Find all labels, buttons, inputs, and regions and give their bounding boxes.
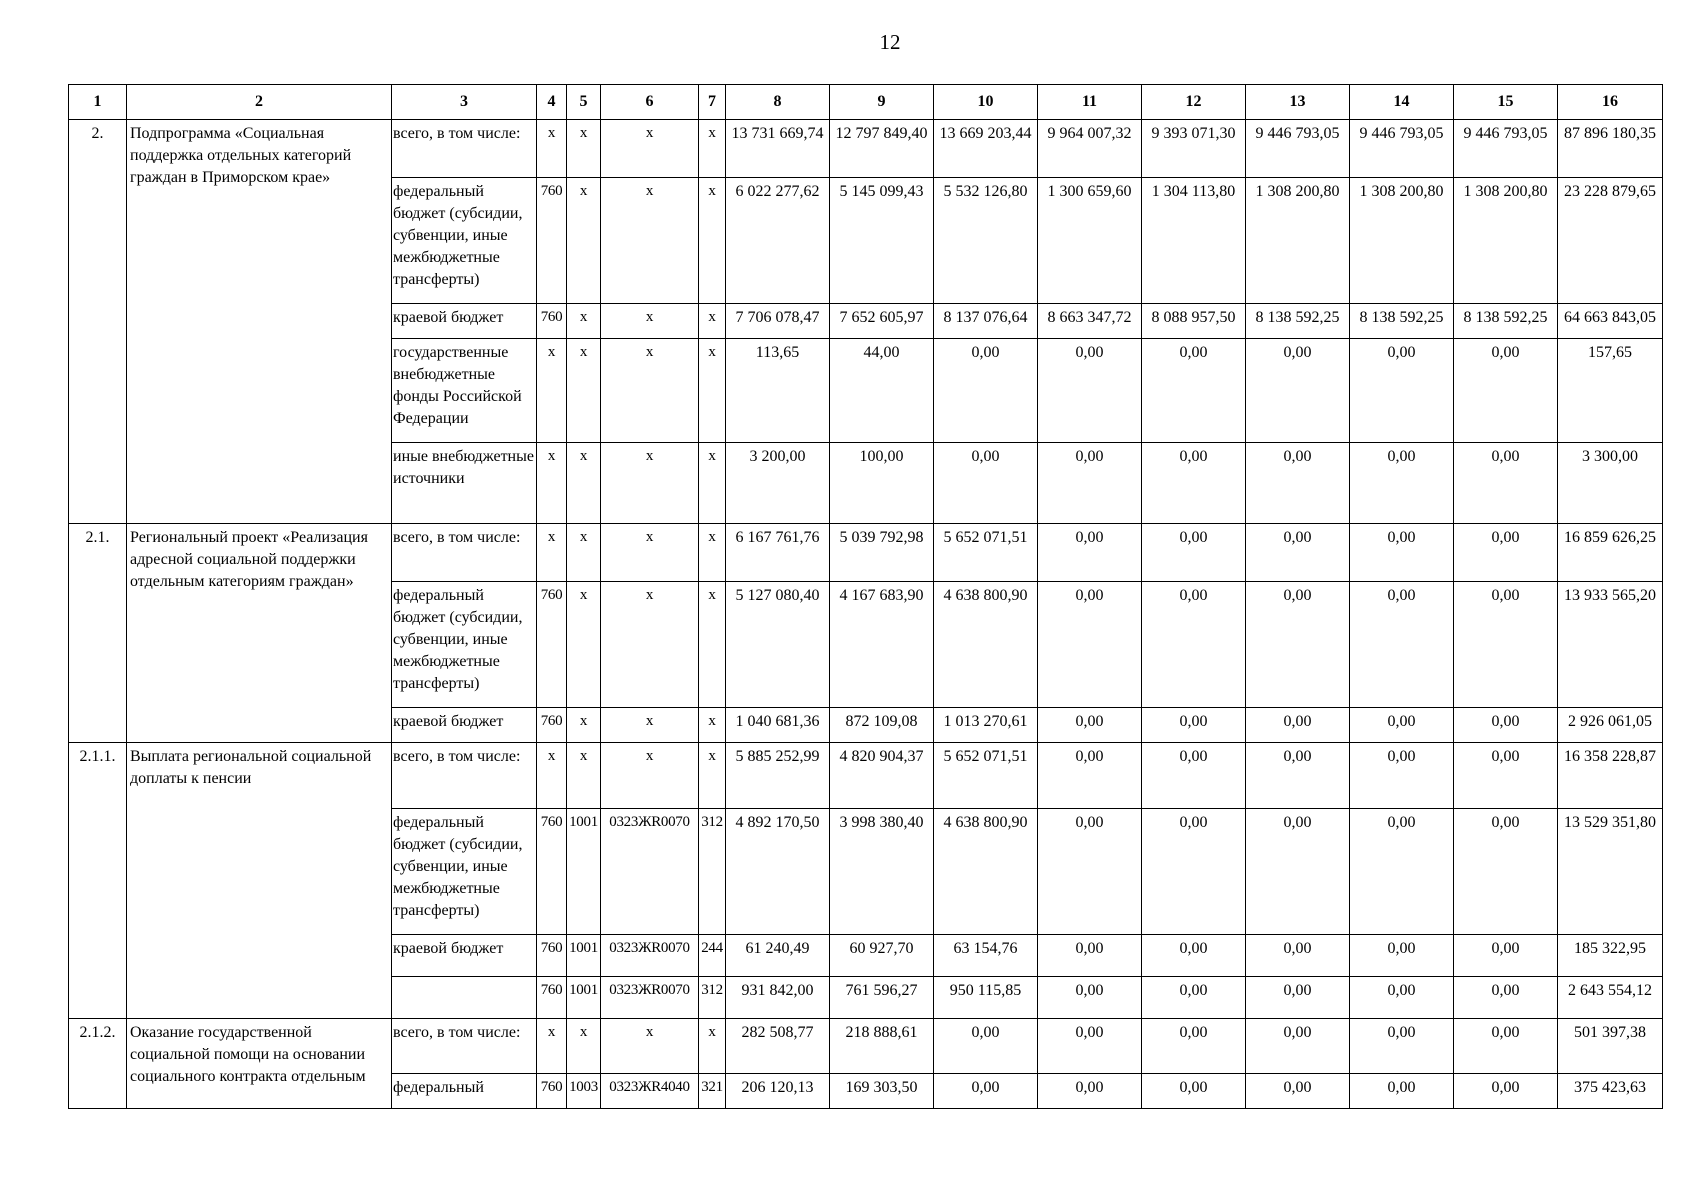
code-expense-type: 312 bbox=[699, 809, 726, 935]
amount-cell: 0,00 bbox=[1038, 743, 1142, 809]
code-grbs: 760 bbox=[537, 708, 567, 743]
funding-source: федеральный bbox=[392, 1074, 537, 1109]
amount-cell: 1 040 681,36 bbox=[726, 708, 830, 743]
code-expense-type: x bbox=[699, 443, 726, 524]
code-target-item: x bbox=[601, 582, 699, 708]
amount-cell: 64 663 843,05 bbox=[1558, 304, 1663, 339]
amount-cell: 1 308 200,80 bbox=[1454, 178, 1558, 304]
amount-cell: 0,00 bbox=[934, 1074, 1038, 1109]
amount-cell: 0,00 bbox=[1454, 582, 1558, 708]
funding-source bbox=[392, 977, 537, 1019]
column-header: 8 bbox=[726, 85, 830, 120]
amount-cell: 0,00 bbox=[1038, 935, 1142, 977]
amount-cell: 87 896 180,35 bbox=[1558, 120, 1663, 178]
column-header: 2 bbox=[127, 85, 392, 120]
amount-cell: 218 888,61 bbox=[830, 1019, 934, 1074]
code-section: 1001 bbox=[567, 809, 601, 935]
amount-cell: 23 228 879,65 bbox=[1558, 178, 1663, 304]
amount-cell: 8 138 592,25 bbox=[1350, 304, 1454, 339]
amount-cell: 0,00 bbox=[1038, 1019, 1142, 1074]
amount-cell: 5 039 792,98 bbox=[830, 524, 934, 582]
amount-cell: 0,00 bbox=[1246, 809, 1350, 935]
amount-cell: 282 508,77 bbox=[726, 1019, 830, 1074]
code-target-item: x bbox=[601, 524, 699, 582]
amount-cell: 5 127 080,40 bbox=[726, 582, 830, 708]
amount-cell: 761 596,27 bbox=[830, 977, 934, 1019]
code-expense-type: 321 bbox=[699, 1074, 726, 1109]
code-grbs: x bbox=[537, 339, 567, 443]
column-header: 4 bbox=[537, 85, 567, 120]
table-header-row bbox=[69, 85, 1663, 120]
amount-cell: 8 138 592,25 bbox=[1246, 304, 1350, 339]
amount-cell: 0,00 bbox=[1454, 1074, 1558, 1109]
amount-cell: 1 308 200,80 bbox=[1246, 178, 1350, 304]
amount-cell: 4 638 800,90 bbox=[934, 809, 1038, 935]
funding-source: краевой бюджет bbox=[392, 708, 537, 743]
amount-cell: 1 308 200,80 bbox=[1350, 178, 1454, 304]
item-name: Региональный проект «Реализация адресной социальной поддержки отдельным категориям граждан» bbox=[127, 524, 392, 743]
amount-cell: 44,00 bbox=[830, 339, 934, 443]
code-section: x bbox=[567, 178, 601, 304]
amount-cell: 206 120,13 bbox=[726, 1074, 830, 1109]
column-header: 11 bbox=[1038, 85, 1142, 120]
funding-source: всего, в том числе: bbox=[392, 1019, 537, 1074]
amount-cell: 0,00 bbox=[1038, 708, 1142, 743]
code-expense-type: x bbox=[699, 339, 726, 443]
amount-cell: 8 088 957,50 bbox=[1142, 304, 1246, 339]
code-section: 1001 bbox=[567, 935, 601, 977]
amount-cell: 0,00 bbox=[1454, 708, 1558, 743]
code-grbs: x bbox=[537, 1019, 567, 1074]
amount-cell: 9 393 071,30 bbox=[1142, 120, 1246, 178]
amount-cell: 6 022 277,62 bbox=[726, 178, 830, 304]
code-grbs: 760 bbox=[537, 304, 567, 339]
code-expense-type: 312 bbox=[699, 977, 726, 1019]
amount-cell: 8 137 076,64 bbox=[934, 304, 1038, 339]
amount-cell: 60 927,70 bbox=[830, 935, 934, 977]
amount-cell: 157,65 bbox=[1558, 339, 1663, 443]
page-number: 12 bbox=[879, 30, 901, 54]
amount-cell: 0,00 bbox=[1246, 1019, 1350, 1074]
column-header: 14 bbox=[1350, 85, 1454, 120]
code-expense-type: x bbox=[699, 120, 726, 178]
code-target-item: 0323ЖR0070 bbox=[601, 977, 699, 1019]
column-header: 10 bbox=[934, 85, 1038, 120]
column-header: 1 bbox=[69, 85, 127, 120]
amount-cell: 8 138 592,25 bbox=[1454, 304, 1558, 339]
amount-cell: 0,00 bbox=[1038, 339, 1142, 443]
code-section: x bbox=[567, 1019, 601, 1074]
column-header: 12 bbox=[1142, 85, 1246, 120]
amount-cell: 169 303,50 bbox=[830, 1074, 934, 1109]
amount-cell: 2 643 554,12 bbox=[1558, 977, 1663, 1019]
code-section: x bbox=[567, 120, 601, 178]
amount-cell: 0,00 bbox=[1246, 708, 1350, 743]
code-target-item: x bbox=[601, 443, 699, 524]
amount-cell: 0,00 bbox=[1038, 443, 1142, 524]
amount-cell: 0,00 bbox=[1454, 809, 1558, 935]
amount-cell: 4 638 800,90 bbox=[934, 582, 1038, 708]
amount-cell: 0,00 bbox=[1246, 1074, 1350, 1109]
code-target-item: x bbox=[601, 304, 699, 339]
column-header: 3 bbox=[392, 85, 537, 120]
amount-cell: 931 842,00 bbox=[726, 977, 830, 1019]
amount-cell: 0,00 bbox=[1038, 1074, 1142, 1109]
amount-cell: 0,00 bbox=[934, 339, 1038, 443]
amount-cell: 1 300 659,60 bbox=[1038, 178, 1142, 304]
table-body bbox=[69, 120, 1663, 1109]
item-name: Оказание государственной социальной помощи на основании социального контракта отдельным bbox=[127, 1019, 392, 1109]
amount-cell: 4 167 683,90 bbox=[830, 582, 934, 708]
amount-cell: 0,00 bbox=[934, 1019, 1038, 1074]
amount-cell: 7 652 605,97 bbox=[830, 304, 934, 339]
amount-cell: 3 200,00 bbox=[726, 443, 830, 524]
column-header: 16 bbox=[1558, 85, 1663, 120]
amount-cell: 16 358 228,87 bbox=[1558, 743, 1663, 809]
amount-cell: 0,00 bbox=[1142, 1019, 1246, 1074]
amount-cell: 61 240,49 bbox=[726, 935, 830, 977]
amount-cell: 0,00 bbox=[1038, 582, 1142, 708]
amount-cell: 0,00 bbox=[1350, 743, 1454, 809]
table-row bbox=[69, 1019, 1663, 1074]
amount-cell: 0,00 bbox=[1038, 524, 1142, 582]
amount-cell: 5 885 252,99 bbox=[726, 743, 830, 809]
amount-cell: 0,00 bbox=[1038, 977, 1142, 1019]
amount-cell: 12 797 849,40 bbox=[830, 120, 934, 178]
amount-cell: 0,00 bbox=[1142, 524, 1246, 582]
amount-cell: 13 933 565,20 bbox=[1558, 582, 1663, 708]
funding-source: федеральный бюджет (субсидии, субвенции, иные межбюджетные трансферты) bbox=[392, 178, 537, 304]
amount-cell: 3 998 380,40 bbox=[830, 809, 934, 935]
amount-cell: 0,00 bbox=[1246, 977, 1350, 1019]
code-grbs: 760 bbox=[537, 809, 567, 935]
amount-cell: 0,00 bbox=[1246, 443, 1350, 524]
amount-cell: 185 322,95 bbox=[1558, 935, 1663, 977]
code-target-item: x bbox=[601, 1019, 699, 1074]
amount-cell: 0,00 bbox=[1454, 743, 1558, 809]
amount-cell: 5 532 126,80 bbox=[934, 178, 1038, 304]
table-row bbox=[69, 743, 1663, 809]
amount-cell: 0,00 bbox=[1350, 582, 1454, 708]
column-header: 13 bbox=[1246, 85, 1350, 120]
code-expense-type: x bbox=[699, 1019, 726, 1074]
column-header: 7 bbox=[699, 85, 726, 120]
amount-cell: 4 820 904,37 bbox=[830, 743, 934, 809]
column-header: 9 bbox=[830, 85, 934, 120]
amount-cell: 0,00 bbox=[1142, 708, 1246, 743]
funding-source: федеральный бюджет (субсидии, субвенции, иные межбюджетные трансферты) bbox=[392, 582, 537, 708]
code-expense-type: x bbox=[699, 582, 726, 708]
funding-source: краевой бюджет bbox=[392, 304, 537, 339]
amount-cell: 872 109,08 bbox=[830, 708, 934, 743]
amount-cell: 0,00 bbox=[1350, 339, 1454, 443]
code-grbs: 760 bbox=[537, 977, 567, 1019]
table-row bbox=[69, 524, 1663, 582]
code-expense-type: x bbox=[699, 743, 726, 809]
amount-cell: 0,00 bbox=[1142, 582, 1246, 708]
code-section: x bbox=[567, 582, 601, 708]
code-grbs: x bbox=[537, 120, 567, 178]
code-section: x bbox=[567, 524, 601, 582]
funding-source: краевой бюджет bbox=[392, 935, 537, 977]
amount-cell: 16 859 626,25 bbox=[1558, 524, 1663, 582]
amount-cell: 0,00 bbox=[1142, 809, 1246, 935]
amount-cell: 63 154,76 bbox=[934, 935, 1038, 977]
code-target-item: 0323ЖR0070 bbox=[601, 935, 699, 977]
code-expense-type: x bbox=[699, 708, 726, 743]
amount-cell: 13 529 351,80 bbox=[1558, 809, 1663, 935]
amount-cell: 6 167 761,76 bbox=[726, 524, 830, 582]
code-target-item: x bbox=[601, 339, 699, 443]
amount-cell: 501 397,38 bbox=[1558, 1019, 1663, 1074]
code-section: x bbox=[567, 304, 601, 339]
amount-cell: 0,00 bbox=[1246, 339, 1350, 443]
table-row bbox=[69, 120, 1663, 178]
amount-cell: 7 706 078,47 bbox=[726, 304, 830, 339]
funding-source: всего, в том числе: bbox=[392, 743, 537, 809]
code-target-item: x bbox=[601, 120, 699, 178]
item-name: Выплата региональной социальной доплаты к пенсии bbox=[127, 743, 392, 1019]
funding-source: всего, в том числе: bbox=[392, 120, 537, 178]
item-number: 2.1.1. bbox=[69, 743, 127, 1019]
amount-cell: 1 013 270,61 bbox=[934, 708, 1038, 743]
amount-cell: 0,00 bbox=[1142, 339, 1246, 443]
code-expense-type: x bbox=[699, 524, 726, 582]
amount-cell: 0,00 bbox=[1350, 524, 1454, 582]
code-target-item: x bbox=[601, 743, 699, 809]
code-expense-type: x bbox=[699, 178, 726, 304]
code-grbs: 760 bbox=[537, 1074, 567, 1109]
funding-source: всего, в том числе: bbox=[392, 524, 537, 582]
amount-cell: 0,00 bbox=[1246, 524, 1350, 582]
item-number: 2. bbox=[69, 120, 127, 524]
code-grbs: 760 bbox=[537, 935, 567, 977]
amount-cell: 0,00 bbox=[1142, 1074, 1246, 1109]
amount-cell: 9 446 793,05 bbox=[1454, 120, 1558, 178]
code-expense-type: x bbox=[699, 304, 726, 339]
amount-cell: 375 423,63 bbox=[1558, 1074, 1663, 1109]
amount-cell: 13 669 203,44 bbox=[934, 120, 1038, 178]
code-grbs: 760 bbox=[537, 178, 567, 304]
amount-cell: 5 652 071,51 bbox=[934, 743, 1038, 809]
code-expense-type: 244 bbox=[699, 935, 726, 977]
amount-cell: 0,00 bbox=[1454, 524, 1558, 582]
amount-cell: 0,00 bbox=[1246, 743, 1350, 809]
amount-cell: 0,00 bbox=[1038, 809, 1142, 935]
amount-cell: 8 663 347,72 bbox=[1038, 304, 1142, 339]
column-header: 15 bbox=[1454, 85, 1558, 120]
code-grbs: x bbox=[537, 524, 567, 582]
amount-cell: 2 926 061,05 bbox=[1558, 708, 1663, 743]
amount-cell: 0,00 bbox=[1454, 443, 1558, 524]
amount-cell: 3 300,00 bbox=[1558, 443, 1663, 524]
code-target-item: x bbox=[601, 708, 699, 743]
amount-cell: 0,00 bbox=[1142, 977, 1246, 1019]
amount-cell: 0,00 bbox=[1454, 935, 1558, 977]
amount-cell: 4 892 170,50 bbox=[726, 809, 830, 935]
code-section: x bbox=[567, 339, 601, 443]
funding-source: федеральный бюджет (субсидии, субвенции, иные межбюджетные трансферты) bbox=[392, 809, 537, 935]
amount-cell: 0,00 bbox=[934, 443, 1038, 524]
item-number: 2.1. bbox=[69, 524, 127, 743]
code-section: x bbox=[567, 708, 601, 743]
amount-cell: 100,00 bbox=[830, 443, 934, 524]
amount-cell: 0,00 bbox=[1350, 977, 1454, 1019]
amount-cell: 0,00 bbox=[1142, 443, 1246, 524]
funding-source: иные внебюджетные источники bbox=[392, 443, 537, 524]
code-grbs: x bbox=[537, 743, 567, 809]
item-name: Подпрограмма «Социальная поддержка отдельных категорий граждан в Приморском крае» bbox=[127, 120, 392, 524]
amount-cell: 1 304 113,80 bbox=[1142, 178, 1246, 304]
amount-cell: 5 652 071,51 bbox=[934, 524, 1038, 582]
budget-table bbox=[68, 84, 1663, 1109]
amount-cell: 9 446 793,05 bbox=[1350, 120, 1454, 178]
code-grbs: 760 bbox=[537, 582, 567, 708]
amount-cell: 0,00 bbox=[1142, 935, 1246, 977]
item-number: 2.1.2. bbox=[69, 1019, 127, 1109]
amount-cell: 9 446 793,05 bbox=[1246, 120, 1350, 178]
amount-cell: 0,00 bbox=[1142, 743, 1246, 809]
amount-cell: 0,00 bbox=[1350, 708, 1454, 743]
code-section: x bbox=[567, 743, 601, 809]
amount-cell: 950 115,85 bbox=[934, 977, 1038, 1019]
code-target-item: 0323ЖR4040 bbox=[601, 1074, 699, 1109]
amount-cell: 0,00 bbox=[1350, 1074, 1454, 1109]
amount-cell: 0,00 bbox=[1246, 582, 1350, 708]
code-section: 1003 bbox=[567, 1074, 601, 1109]
amount-cell: 5 145 099,43 bbox=[830, 178, 934, 304]
code-section: 1001 bbox=[567, 977, 601, 1019]
column-header: 5 bbox=[567, 85, 601, 120]
amount-cell: 13 731 669,74 bbox=[726, 120, 830, 178]
amount-cell: 0,00 bbox=[1350, 809, 1454, 935]
amount-cell: 0,00 bbox=[1246, 935, 1350, 977]
funding-source: государственные внебюджетные фонды Российской Федерации bbox=[392, 339, 537, 443]
amount-cell: 0,00 bbox=[1454, 339, 1558, 443]
code-grbs: x bbox=[537, 443, 567, 524]
amount-cell: 113,65 bbox=[726, 339, 830, 443]
amount-cell: 0,00 bbox=[1454, 1019, 1558, 1074]
code-section: x bbox=[567, 443, 601, 524]
amount-cell: 0,00 bbox=[1350, 443, 1454, 524]
amount-cell: 9 964 007,32 bbox=[1038, 120, 1142, 178]
amount-cell: 0,00 bbox=[1454, 977, 1558, 1019]
amount-cell: 0,00 bbox=[1350, 935, 1454, 977]
code-target-item: x bbox=[601, 178, 699, 304]
column-header: 6 bbox=[601, 85, 699, 120]
amount-cell: 0,00 bbox=[1350, 1019, 1454, 1074]
code-target-item: 0323ЖR0070 bbox=[601, 809, 699, 935]
